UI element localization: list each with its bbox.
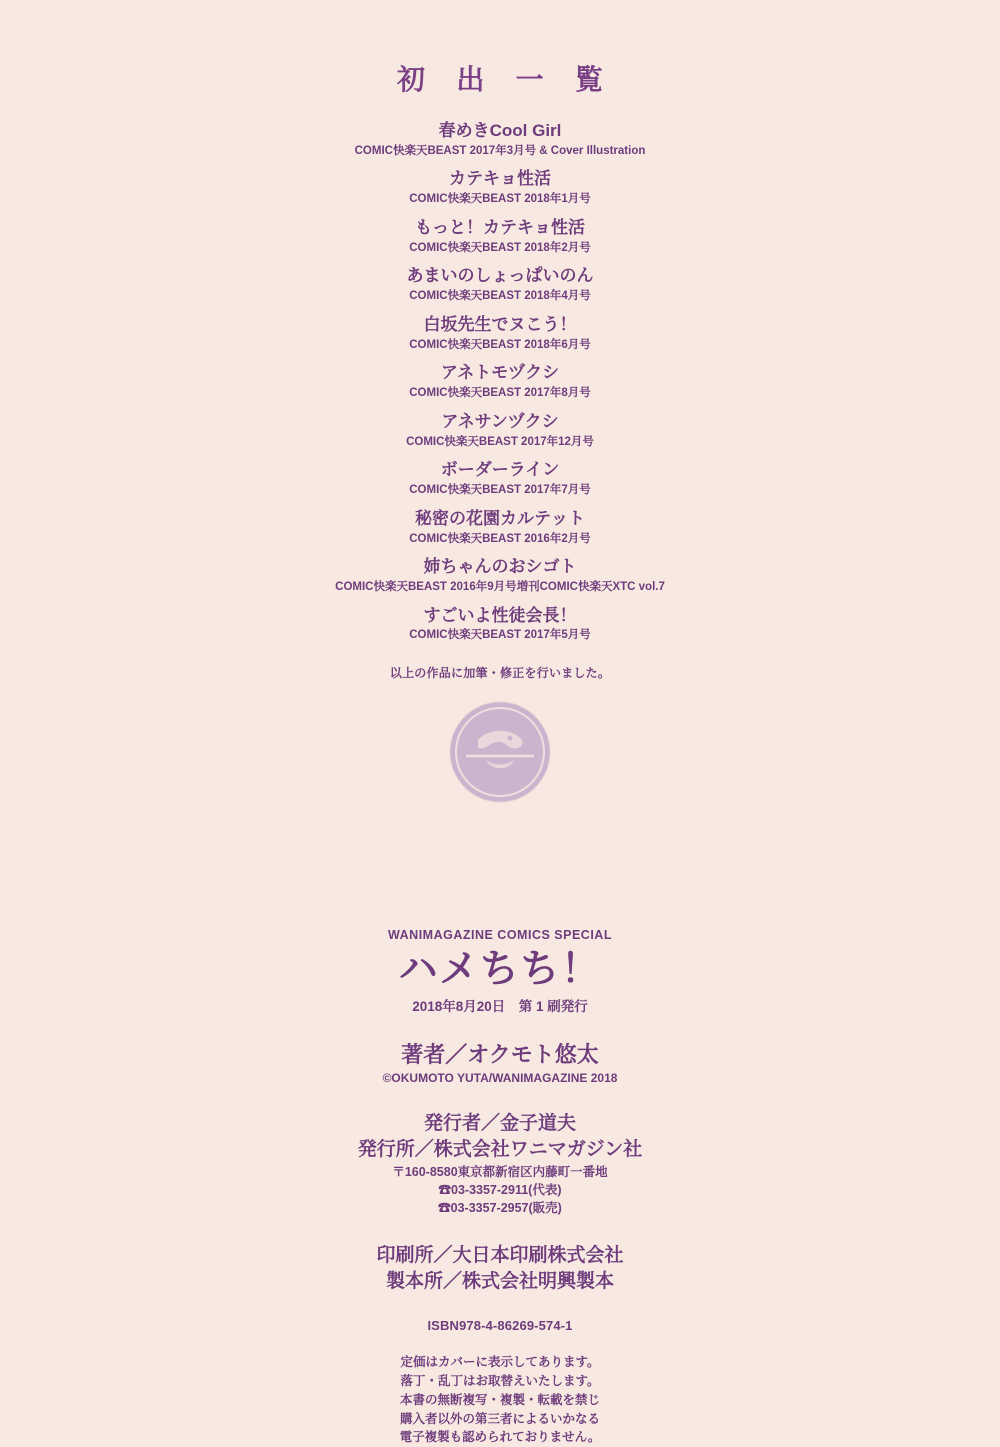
- entry-title: すごいよ性徒会長！: [423, 605, 577, 625]
- list-item: [0, 362, 1000, 401]
- legal-line: 購入者以外の第三者によるいかなる: [399, 1411, 600, 1426]
- legal-line: 落丁・乱丁はお取替えいたします。: [400, 1374, 600, 1389]
- entry-source: COMIC快楽天BEAST 2017年8月号: [409, 387, 591, 400]
- publisher-company: 発行所／株式会社ワニマガジン社: [357, 1139, 643, 1161]
- list-item: [0, 459, 1000, 498]
- list-item: [0, 411, 1000, 450]
- publisher-block: [0, 1111, 1000, 1217]
- entry-title: カテキョ性活: [449, 169, 551, 189]
- series-label: WANIMAGAZINE COMICS SPECIAL: [388, 928, 612, 942]
- entry-title: 春めきCool Girl: [438, 121, 562, 140]
- list-item: [0, 120, 1000, 159]
- list-item: [0, 314, 1000, 353]
- first-appearance-section: [0, 58, 1000, 681]
- list-item: [0, 168, 1000, 207]
- author-block: [0, 1041, 1000, 1086]
- entry-source: COMIC快楽天BEAST 2018年4月号: [409, 290, 591, 303]
- publication-date: 2018年8月20日 第 1 刷発行: [412, 998, 588, 1014]
- entry-source: COMIC快楽天BEAST 2018年2月号: [409, 241, 591, 254]
- entry-source: COMIC快楽天BEAST 2017年3月号 & Cover Illustration: [354, 144, 646, 157]
- entry-source: COMIC快楽天BEAST 2016年2月号: [409, 532, 591, 545]
- binder-line: 製本所／株式会社明興製本: [385, 1270, 614, 1292]
- entry-title: ボーダーライン: [440, 460, 560, 480]
- imprint-section: [0, 928, 1000, 1447]
- entry-source: COMIC快楽天BEAST 2016年9月号増刊COMIC快楽天XTC vol.7: [335, 581, 665, 594]
- book-title: ハメちち！: [398, 948, 602, 991]
- phone-main: ☎03-3357-2911(代表): [438, 1182, 562, 1197]
- page-title: 初 出 一 覧: [397, 64, 615, 95]
- printer-line: 印刷所／大日本印刷株式会社: [376, 1245, 624, 1267]
- isbn-line: ISBN978-4-86269-574-1: [427, 1318, 573, 1334]
- list-item: [0, 605, 1000, 644]
- entry-title: もっと！カテキョ性活: [415, 217, 585, 237]
- list-item: [0, 265, 1000, 304]
- list-item: [0, 508, 1000, 547]
- author-line: 著者／オクモト悠太: [401, 1041, 599, 1067]
- entry-source: COMIC快楽天BEAST 2017年7月号: [409, 484, 591, 497]
- legal-line: 定価はカバーに表示してあります。: [400, 1355, 600, 1370]
- publisher-address: 〒160-8580東京都新宿区内藤町一番地: [392, 1164, 608, 1179]
- publisher-emblem: [448, 700, 552, 804]
- phone-sales: ☎03-3357-2957(販売): [438, 1200, 562, 1215]
- list-item: [0, 217, 1000, 256]
- entry-source: COMIC快楽天BEAST 2018年6月号: [409, 338, 591, 351]
- revision-note: 以上の作品に加筆・修正を行いました。: [389, 665, 611, 680]
- production-block: [0, 1243, 1000, 1294]
- entry-source: COMIC快楽天BEAST 2017年12月号: [406, 435, 594, 448]
- entry-title: 姉ちゃんのおシゴト: [423, 557, 577, 577]
- entry-source: COMIC快楽天BEAST 2017年5月号: [409, 629, 591, 642]
- entry-source: COMIC快楽天BEAST 2018年1月号: [409, 193, 591, 206]
- entry-title: 秘密の花園カルテット: [415, 508, 585, 528]
- legal-line: 電子複製も認められておりません。: [399, 1430, 601, 1445]
- entry-title: アネサンヅクシ: [441, 411, 559, 431]
- legal-line: 本書の無断複写・複製・転載を禁じ: [399, 1392, 600, 1407]
- publisher-person: 発行者／金子道夫: [423, 1113, 576, 1135]
- copyright-line: ©OKUMOTO YUTA/WANIMAGAZINE 2018: [382, 1071, 618, 1086]
- entry-title: 白坂先生でヌこう！: [423, 314, 577, 334]
- list-item: [0, 556, 1000, 595]
- legal-notice: [0, 1353, 1000, 1447]
- entry-title: アネトモヅクシ: [440, 363, 560, 383]
- entry-title: あまいのしょっぱいのん: [406, 266, 594, 286]
